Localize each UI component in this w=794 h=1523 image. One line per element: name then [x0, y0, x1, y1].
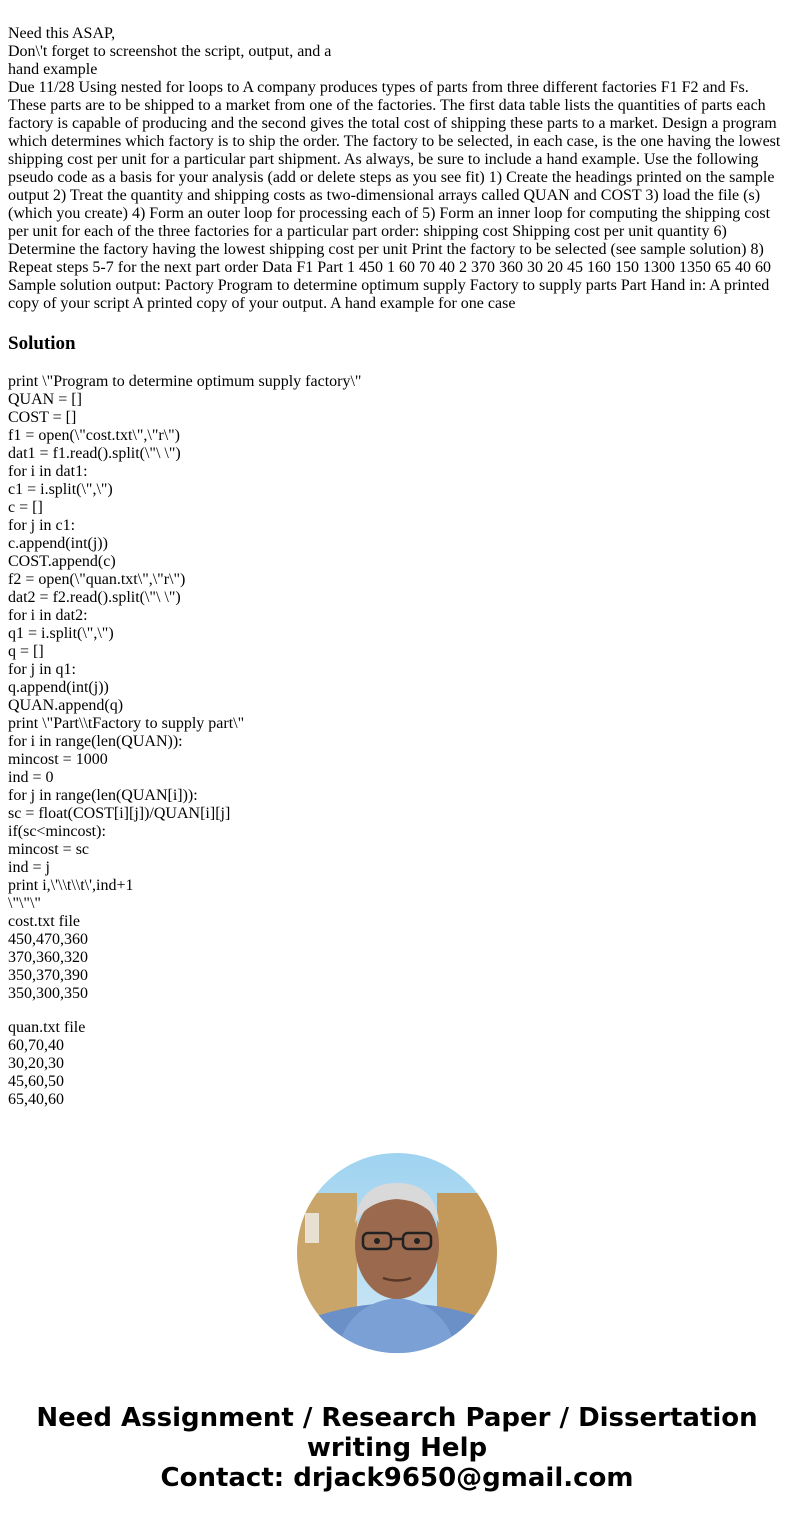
- file-line: 30,20,30: [8, 1055, 64, 1072]
- solution-heading: Solution: [8, 333, 76, 354]
- code-line: cost.txt file: [8, 913, 80, 930]
- file-line: 65,40,60: [8, 1091, 64, 1108]
- code-line: COST.append(c): [8, 553, 116, 570]
- code-line: dat2 = f2.read().split(\"\ \"): [8, 589, 181, 606]
- code-line: mincost = sc: [8, 841, 90, 858]
- code-line: for i in range(len(QUAN)):: [8, 733, 183, 750]
- code-line: mincost = 1000: [8, 751, 108, 768]
- code-line: 350,300,350: [8, 985, 88, 1002]
- question-intro: [8, 25, 786, 79]
- code-line: for j in q1:: [8, 661, 76, 678]
- code-line: q1 = i.split(\",\"): [8, 625, 114, 642]
- footer-contact: Contact: drjack9650@gmail.com: [160, 1463, 634, 1493]
- file-line: 45,60,50: [8, 1073, 64, 1090]
- intro-line: hand example: [8, 61, 98, 78]
- code-line: ind = 0: [8, 769, 54, 786]
- question-text: Due 11/28 Using nested for loops to A company produces types of parts from three different factories F1 F2 and Fs. These parts are to be shipped to a market from one of the factories. The first data table lists the quantities of parts each factory is capable of producing and the second gives the total cost of shipping these parts to a market. Design a program which determines which factory is to ship the order. The factory to be selected, in each case, is the one having the lowest shipping cost per unit for a particular part shipment. As always, be sure to include a hand example. Use the following pseudo code as a basis for your analysis (add or delete steps as you see fit) 1) Create the headings printed on the sample output 2) Treat the quantity and shipping costs as two-dimensional arrays called QUAN and COST 3) load the file (s) (which you create) 4) Form an outer loop for processing each of 5) Form an inner loop for computing the shipping cost per unit for each of the three factories for a particular part order: shipping cost Shipping cost per unit quantity 6) Determine the factory having the lowest shipping cost per unit Print the factory to be selected (see sample solution) 8) Repeat steps 5-7 for the next part order Data F1 Part 1 450 1 60 70 40 2 370 360 30 20 45 160 150 1300 1350 65 40 60 Sample solution output: Pactory Program to determine optimum supply Factory to supply parts Part Hand in: A printed copy of your script A printed copy of your output. A hand example for one case: [8, 79, 781, 312]
- code-line: QUAN.append(q): [8, 697, 124, 714]
- code-line: print \"Program to determine optimum supply factory\": [8, 373, 362, 390]
- code-line: f1 = open(\"cost.txt\",\"r\"): [8, 427, 181, 444]
- footer-line: Need Assignment / Research Paper / Dissertation: [36, 1403, 758, 1433]
- code-line: 370,360,320: [8, 949, 88, 966]
- footer-line: writing Help: [306, 1433, 488, 1463]
- code-line: \"\"\": [8, 895, 41, 912]
- code-line: c = []: [8, 499, 43, 516]
- code-line: COST = []: [8, 409, 77, 426]
- intro-line: Don\'t forget to screenshot the script, output, and a: [8, 43, 332, 60]
- code-line: dat1 = f1.read().split(\"\ \"): [8, 445, 181, 462]
- code-line: for i in dat2:: [8, 607, 88, 624]
- solution-code: [8, 373, 786, 1003]
- code-line: c1 = i.split(\",\"): [8, 481, 113, 498]
- code-line: for j in c1:: [8, 517, 76, 534]
- code-line: q = []: [8, 643, 44, 660]
- code-line: 450,470,360: [8, 931, 88, 948]
- code-line: ind = j: [8, 859, 50, 876]
- code-line: f2 = open(\"quan.txt\",\"r\"): [8, 571, 186, 588]
- code-line: c.append(int(j)): [8, 535, 108, 552]
- code-line: print i,\'\\t\\t\',ind+1: [8, 877, 134, 894]
- intro-line: Need this ASAP,: [8, 25, 116, 42]
- code-line: for i in dat1:: [8, 463, 88, 480]
- file-line: 60,70,40: [8, 1037, 64, 1054]
- code-line: sc = float(COST[i][j])/QUAN[i][j]: [8, 805, 231, 822]
- code-line: for j in range(len(QUAN[i])):: [8, 787, 198, 804]
- code-line: print \"Part\\tFactory to supply part\": [8, 715, 245, 732]
- person-portrait-icon: [297, 1153, 497, 1353]
- file-line: quan.txt file: [8, 1019, 86, 1036]
- footer-banner: [0, 1403, 794, 1493]
- code-line: QUAN = []: [8, 391, 82, 408]
- document-body: [8, 25, 786, 1109]
- quan-file-listing: [8, 1019, 786, 1109]
- code-line: 350,370,390: [8, 967, 88, 984]
- code-line: if(sc<mincost):: [8, 823, 106, 840]
- code-line: q.append(int(j)): [8, 679, 109, 696]
- author-avatar: [297, 1153, 497, 1353]
